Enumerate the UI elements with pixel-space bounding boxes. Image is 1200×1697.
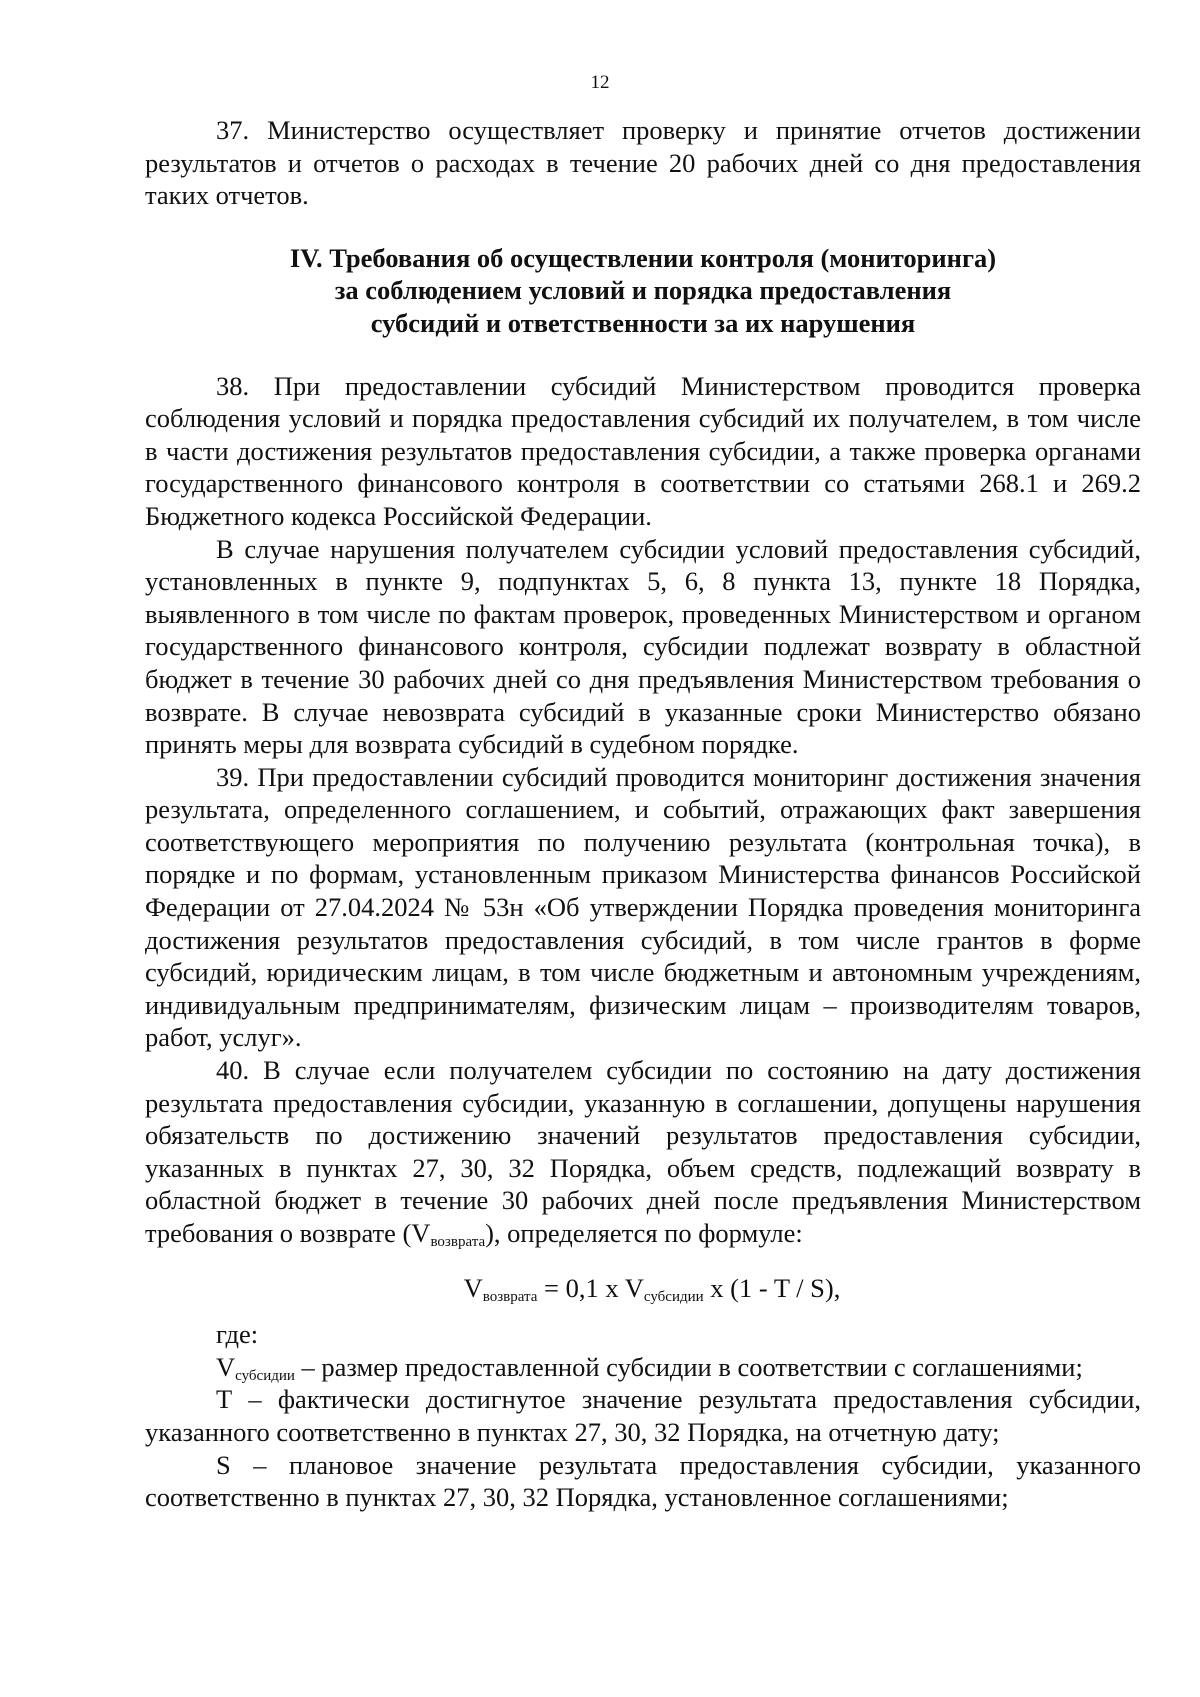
formula xyxy=(145,1272,1141,1305)
formula-end: x (1 - T / S), xyxy=(703,1272,841,1303)
formula-sub-subsidii: субсидии xyxy=(643,1288,704,1305)
definition-v-text: – размер предоставленной субсидии в соответствии с соглашениями; xyxy=(294,1351,1083,1382)
document-body xyxy=(145,114,1141,1514)
definition-v-subsidii xyxy=(145,1351,1141,1384)
definition-v-symbol: V xyxy=(216,1351,236,1382)
paragraph-40-text: 40. В случае если получателем субсидии по состоянию на дату достижения результата предоставления субсидии, указанную в соглашении, допущены нарушения обязательств по достижению значений результатов предоставления субсидии, указанных в пунктах 27, 30, 32 Порядка, объем средств, подлежащий возврату в областной бюджет в течение 30 рабочих дней после предъявления Министерством требования о возврате (V xyxy=(145,1055,1141,1248)
subscript-vozvrata: возврата xyxy=(430,1234,486,1250)
paragraph-38-continued: В случае нарушения получателем субсидии условий предоставления субсидий, установленных в пункте 9, подпунктах 5, 6, 8 пункта 13, пункте 18 Порядка, выявленного в том числе по фактам проверок, проведенных Министерством и органом государственного финансового контроля, субсидии подлежат возврату в областной бюджет в течение 30 рабочих дней со дня предъявления Министерством требования о возврате. В случае невозврата субсидий в указанные сроки Министерство обязано принять меры для возврата субсидий в судебном порядке. xyxy=(145,533,1141,760)
paragraph-40 xyxy=(145,1054,1141,1250)
page-number: 12 xyxy=(590,72,610,93)
where-label: где: xyxy=(216,1319,259,1350)
paragraph-39: 39. При предоставлении субсидий проводится мониторинг достижения значения результата, определенного соглашением, и событий, отражающих факт завершения соответствующего мероприятия по получению результата (контрольная точка), в порядке и по формам, установленным приказом Министерства финансов Российской Федерации от 27.04.2024 № 53н «Об утверждении Порядка проведения мониторинга достижения результатов предоставления субсидий, в том числе грантов в форме субсидий, юридическим лицам, в том числе бюджетным и автономным учреждениям, индивидуальным предпринимателям, физическим лицам – производителям товаров, работ, услуг». xyxy=(145,761,1141,1053)
definition-t: Т – фактически достигнутое значение результата предоставления субсидии, указанного соответственно в пунктах 27, 30, 32 Порядка, на отчетную дату; xyxy=(145,1384,1141,1447)
definition-v-sub: субсидии xyxy=(235,1367,295,1384)
section-heading-line-2: за соблюдением условий и порядка предоставления xyxy=(334,275,952,306)
formula-v: V xyxy=(463,1272,483,1303)
section-heading xyxy=(145,242,1141,340)
formula-sub-vozvrata: возврата xyxy=(482,1288,538,1305)
section-heading-line-1: IV. Требования об осуществлении контроля (мониторинга) xyxy=(289,242,997,273)
paragraph-40-text-end: ), определяется по формуле: xyxy=(485,1218,803,1248)
paragraph-37: 37. Министерство осуществляет проверку и принятие отчетов достижении результатов и отчетов о расходах в течение 20 рабочих дней со дня предоставления таких отчетов. xyxy=(145,115,1141,211)
definition-s: S – плановое значение результата предоставления субсидии, указанного соответственно в пунктах 27, 30, 32 Порядка, установленное соглашениями; xyxy=(145,1449,1141,1513)
section-heading-line-3: субсидий и ответственности за их нарушения xyxy=(370,307,916,338)
formula-middle: = 0,1 x V xyxy=(537,1272,644,1303)
paragraph-38: 38. При предоставлении субсидий Министерством проводится проверка соблюдения условий и порядка предоставления субсидий их получателем, в том числе в части достижения результатов предоставления субсидии, а также проверка органами государственного финансового контроля в соответствии со статьями 268.1 и 269.2 Бюджетного кодекса Российской Федерации. xyxy=(145,370,1141,531)
